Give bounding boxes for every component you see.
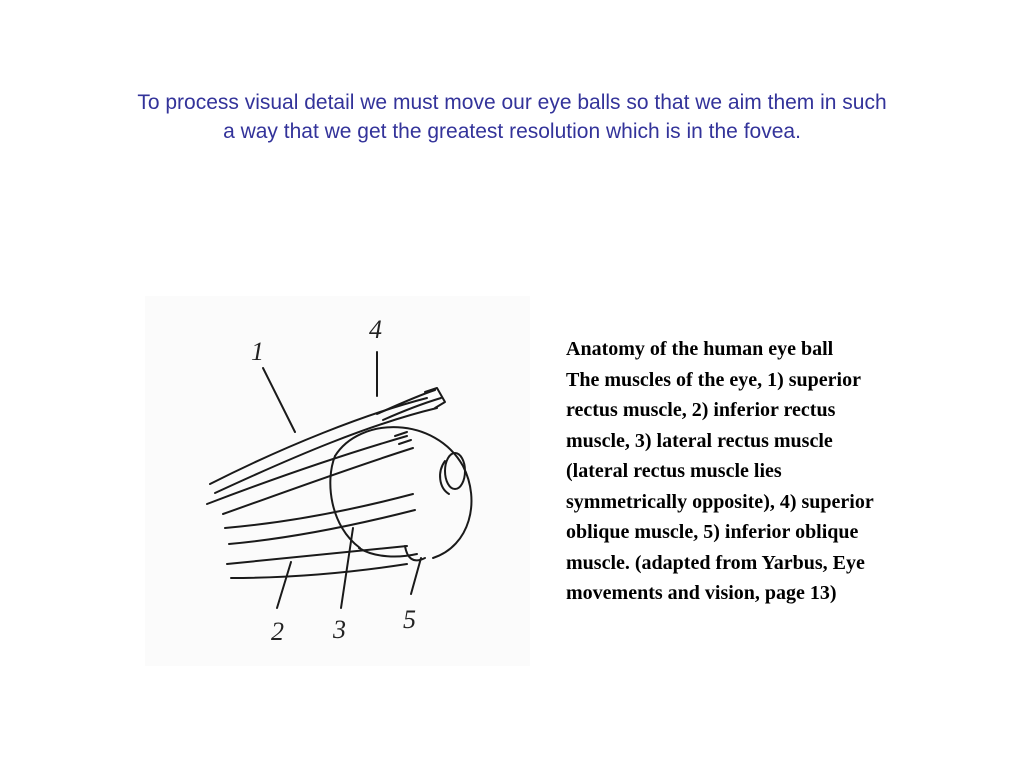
label-5: 5 [403,605,416,634]
eye-muscle-diagram [145,296,530,666]
slide-headline [40,88,984,146]
headline-line-2: a way that we get the greatest resolution which is in the fovea. [223,120,801,143]
label-2: 2 [271,617,284,646]
leader-line-3 [341,528,353,608]
caption-line-5: (lateral rectus muscle lies [566,460,782,482]
caption-line-3: rectus muscle, 2) inferior rectus [566,399,836,421]
label-3: 3 [333,615,346,644]
caption-line-6: symmetrically opposite), 4) superior [566,490,874,513]
caption-line-1: Anatomy of the human eye ball [566,338,834,360]
leader-line-1 [263,368,295,432]
label-1: 1 [251,337,264,366]
eyeball-outline [335,427,471,558]
superior-rectus-muscle [210,398,427,484]
leader-line-5 [411,558,421,594]
inferior-oblique-muscle [405,546,425,560]
caption-line-9: movements and vision, page 13) [566,582,837,604]
cornea [445,453,465,489]
figure-caption [566,334,976,609]
caption-line-4: muscle, 3) lateral rectus muscle [566,429,833,452]
caption-line-8: muscle. (adapted from Yarbus, Eye [566,551,865,574]
leader-line-2 [277,562,291,608]
headline-line-1: To process visual detail we must move our eye balls so that we aim them in such [137,91,887,114]
label-4: 4 [369,315,382,344]
caption-line-2: The muscles of the eye, 1) superior [566,368,861,391]
lateral-rectus-muscle [225,494,413,528]
eye-muscle-illustration [145,296,530,666]
caption-line-7: oblique muscle, 5) inferior oblique [566,521,859,543]
